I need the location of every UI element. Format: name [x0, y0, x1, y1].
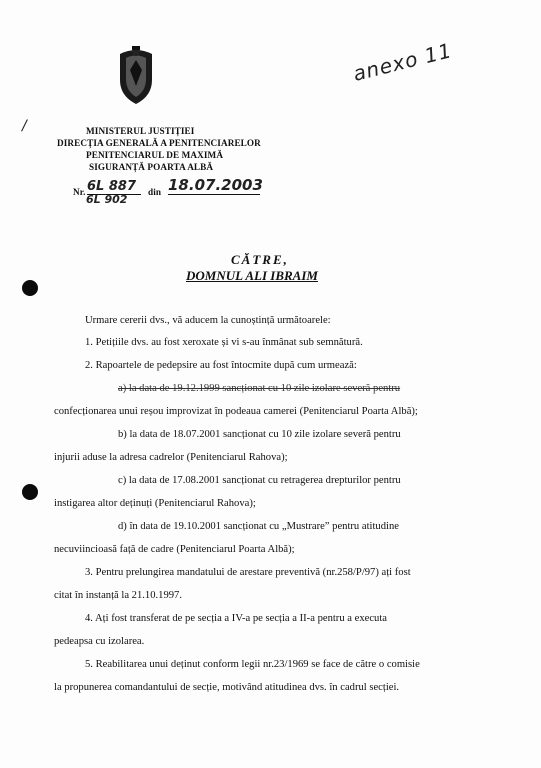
- header-penitentiary: PENITENCIARUL DE MAXIMĂ: [86, 150, 224, 160]
- ref-nr-value-2: 6L 902: [86, 193, 128, 206]
- body-item-2: 2. Rapoartele de pedepsire au fost întocmite după cum urmează:: [85, 360, 357, 371]
- body-item-4-line1: 4. Ați fost transferat de pe secția a IV-a pe secția a II-a pentru a executa: [85, 613, 387, 624]
- body-item-3-line1: 3. Pentru prelungirea mandatului de arestare preventivă (nr.258/P/97) ați fost: [85, 567, 411, 578]
- ref-date-value: 18.07.2003: [168, 176, 263, 194]
- ref-din-label: din: [148, 187, 162, 197]
- header-penitentiary-2: SIGURANȚĂ POARTA ALBĂ: [89, 162, 214, 172]
- body-item-1: 1. Petițiile dvs. au fost xeroxate și vi s-au înmânat sub semnătură.: [85, 337, 363, 348]
- header-directorate: DIRECȚIA GENERALĂ A PENITENCIARELOR: [57, 138, 261, 148]
- body-item-2b-line2: injurii aduse la adresa cadrelor (Penitenciarul Rahova);: [54, 452, 288, 463]
- body-intro: Urmare cererii dvs., vă aducem la cunoștință următoarele:: [85, 315, 331, 326]
- binder-hole-top: [22, 280, 38, 296]
- addressee-name: DOMNUL ALI IBRAIM: [186, 268, 318, 283]
- ref-nr-label: Nr.: [73, 187, 86, 197]
- binder-hole-bottom: [22, 484, 38, 500]
- body-item-2c-line2: instigarea altor deținuți (Penitenciarul Rahova);: [54, 498, 256, 509]
- body-item-5-line2: la propunerea comandantului de secție, motivând atitudinea dvs. în cadrul secției.: [54, 682, 400, 693]
- coat-of-arms-icon: [112, 44, 160, 106]
- body-item-4-line2: pedeapsa cu izolarea.: [54, 636, 145, 647]
- ref-nr-value: 6L 887: [87, 179, 141, 195]
- handwritten-annex-note: anexo 11: [350, 38, 455, 86]
- body-item-2a-struck: a) la data de 19.12.1999 sancționat cu 10 zile izolare severă pentru: [118, 383, 401, 394]
- body-item-2d-line2: necuviincioasă față de cadre (Penitenciarul Poarta Albă);: [54, 544, 295, 555]
- addressee-to: CĂTRE,: [231, 252, 289, 267]
- margin-mark: /: [22, 118, 27, 134]
- body-item-3-line2: citat în instanță la 21.10.1997.: [54, 590, 182, 601]
- body-item-5-line1: 5. Reabilitarea unui deținut conform legii nr.23/1969 se face de către o comisie: [85, 659, 420, 670]
- body-item-2d-line1: d) în data de 19.10.2001 sancționat cu „Mustrare” pentru atitudine: [118, 521, 399, 532]
- body-item-2c-line1: c) la data de 17.08.2001 sancționat cu retragerea drepturilor pentru: [118, 475, 401, 486]
- body-item-2b-line1: b) la data de 18.07.2001 sancționat cu 10 zile izolare severă pentru: [118, 429, 401, 440]
- body-item-2a-continuation: confecționarea unui reșou improvizat în podeaua camerei (Penitenciarul Poarta Albă);: [54, 406, 418, 417]
- header-ministry: MINISTERUL JUSTIȚIEI: [86, 126, 195, 136]
